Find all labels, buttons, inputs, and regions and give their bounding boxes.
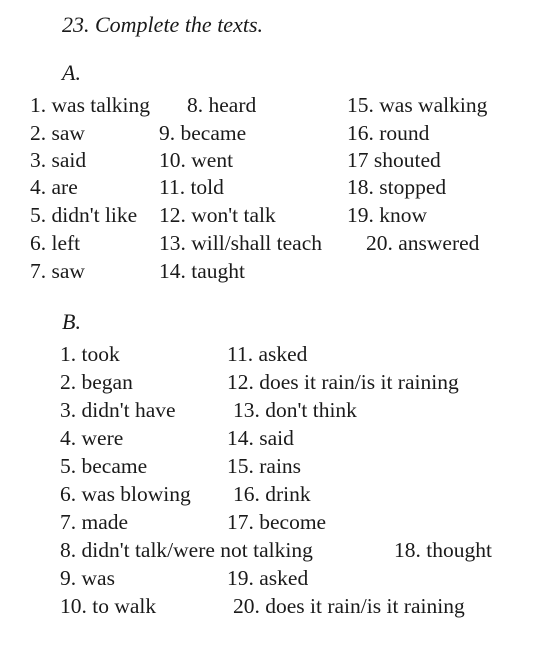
answer-b-1: 1. took (60, 342, 120, 366)
answer-b-19: 19. asked (227, 566, 309, 590)
answer-b-2: 2. began (60, 370, 133, 394)
answer-a-12: 12. won't talk (159, 203, 276, 227)
answer-b-3: 3. didn't have (60, 398, 176, 422)
answer-b-11: 11. asked (227, 342, 308, 366)
answer-b-7: 7. made (60, 510, 129, 534)
answer-a-13: 13. will/shall teach (159, 231, 323, 255)
answer-b-9: 9. was (60, 566, 115, 590)
section-a-label: A. (62, 60, 81, 85)
answer-a-5: 5. didn't like (30, 203, 138, 227)
answer-a-9: 9. became (159, 121, 247, 145)
answer-a-17: 17 shouted (347, 148, 441, 172)
answer-b-18: 18. thought (394, 538, 492, 562)
answer-b-8: 8. didn't talk/were not talking (60, 538, 313, 562)
answer-a-15: 15. was walking (347, 93, 488, 117)
answer-a-3: 3. said (30, 148, 87, 172)
answer-b-15: 15. rains (227, 454, 302, 478)
section-b-label: B. (62, 309, 81, 334)
answer-a-18: 18. stopped (347, 175, 447, 199)
answer-b-4: 4. were (60, 426, 124, 450)
answer-a-1: 1. was talking (30, 93, 151, 117)
answer-b-20: 20. does it rain/is it raining (233, 594, 465, 618)
answer-b-16: 16. drink (233, 482, 311, 506)
answer-a-6: 6. left (30, 231, 81, 255)
answer-b-5: 5. became (60, 454, 148, 478)
answer-b-10: 10. to walk (60, 594, 157, 618)
answer-b-13: 13. don't think (233, 398, 357, 422)
answer-a-2: 2. saw (30, 121, 85, 145)
answer-b-6: 6. was blowing (60, 482, 191, 506)
answer-b-12: 12. does it rain/is it raining (227, 370, 459, 394)
answer-a-16: 16. round (347, 121, 430, 145)
answer-a-11: 11. told (159, 175, 224, 199)
exercise-title: 23. Complete the texts. (62, 12, 264, 37)
answer-a-19: 19. know (347, 203, 428, 227)
answer-a-7: 7. saw (30, 259, 85, 283)
answer-a-4: 4. are (30, 175, 78, 199)
answer-b-17: 17. become (227, 510, 327, 534)
answer-a-20: 20. answered (366, 231, 480, 255)
answer-a-14: 14. taught (159, 259, 245, 283)
answer-a-8: 8. heard (187, 93, 257, 117)
answer-a-10: 10. went (159, 148, 234, 172)
answer-b-14: 14. said (227, 426, 294, 450)
